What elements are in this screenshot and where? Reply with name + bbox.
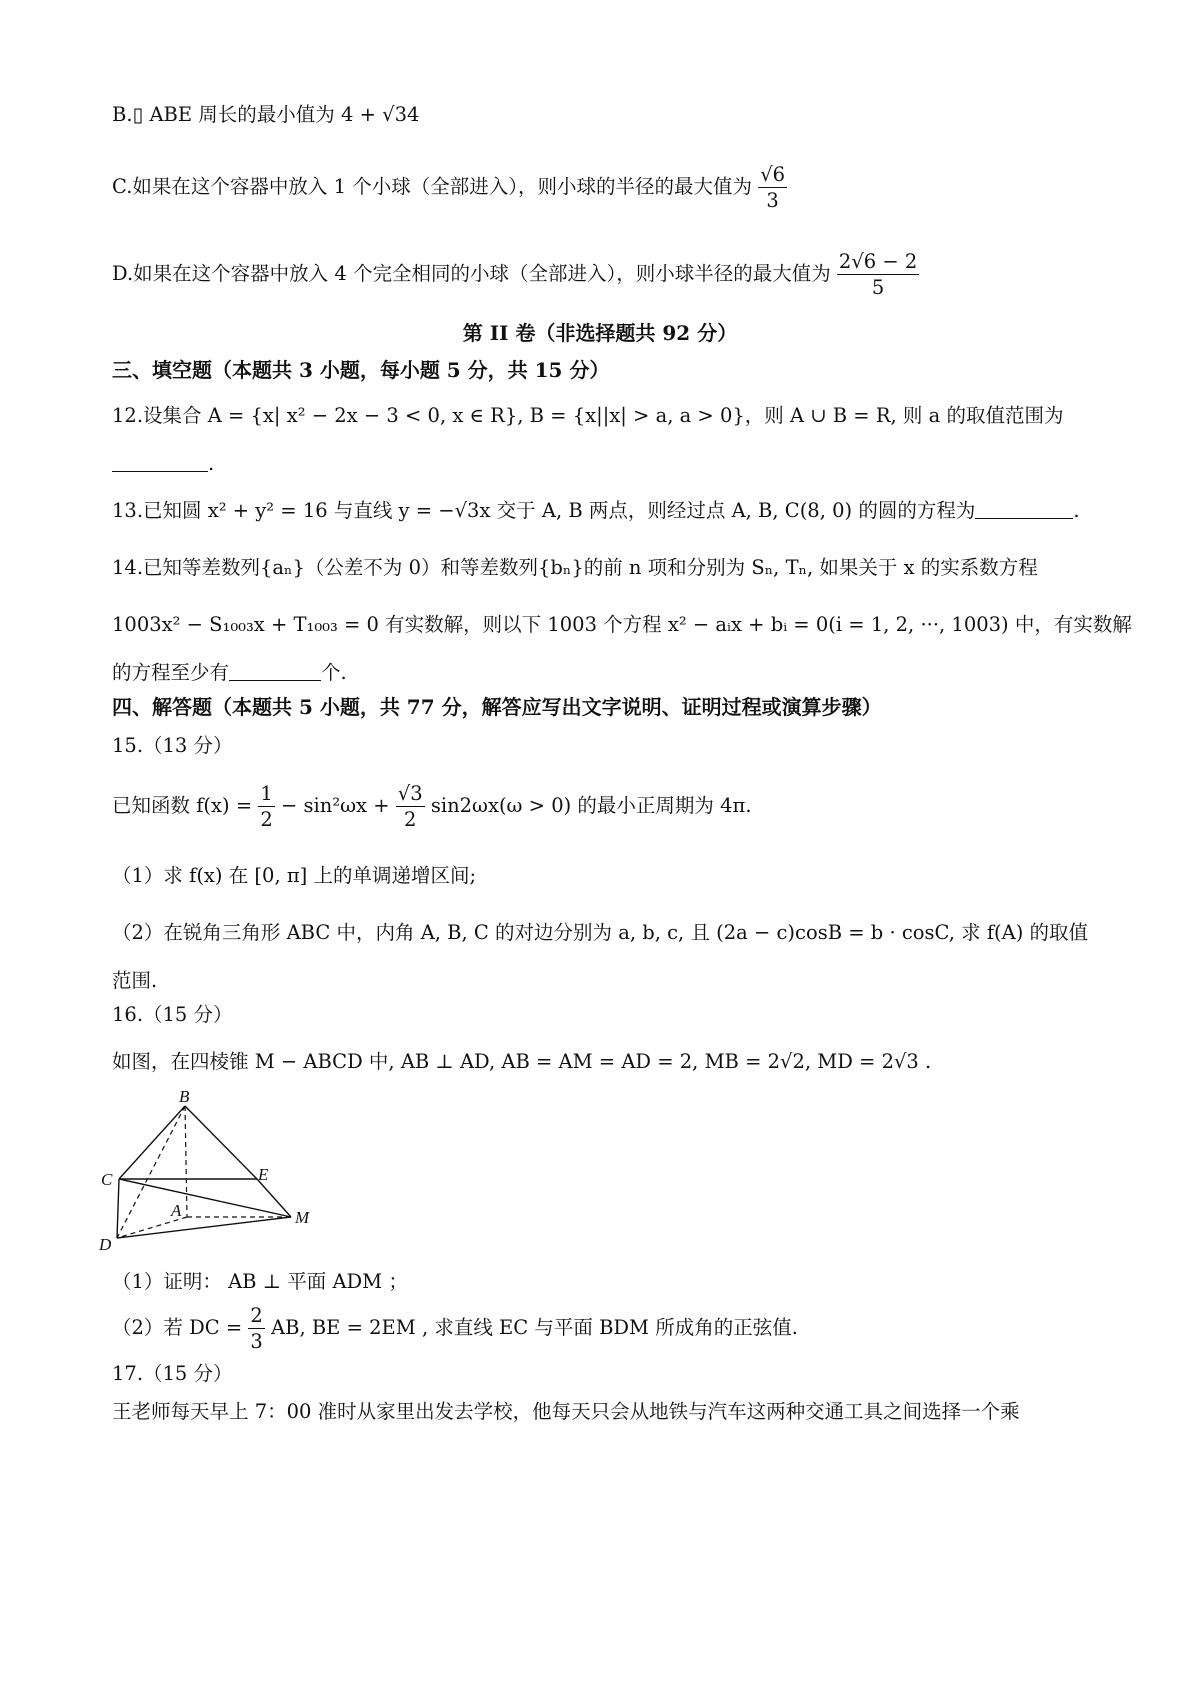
q14-line1: 14.已知等差数列{aₙ}（公差不为 0）和等差数列{bₙ}的前 n 项和分别为 Sₙ, Tₙ, 如果关于 x 的实系数方程 bbox=[112, 556, 1038, 579]
label-m: M bbox=[295, 1208, 310, 1227]
option-d-text: D.如果在这个容器中放入 4 个完全相同的小球（全部进入），则小球半径的最大值为 bbox=[112, 262, 831, 285]
q15-stem bbox=[112, 784, 752, 829]
q15-part2-line2: 范围. bbox=[112, 969, 158, 992]
q16-part1: （1）证明： AB ⊥ 平面 ADM ； bbox=[112, 1270, 408, 1293]
q15-header: 15.（13 分） bbox=[112, 734, 233, 757]
q17-header: 17.（15 分） bbox=[112, 1362, 233, 1385]
part2-title: 第 II 卷（非选择题共 92 分） bbox=[462, 321, 738, 345]
q15-part1: （1）求 f(x) 在 [0, π] 上的单调递增区间; bbox=[112, 864, 477, 887]
option-d-fraction bbox=[837, 252, 919, 297]
q14-line2: 1003x² − S₁₀₀₃x + T₁₀₀₃ = 0 有实数解，则以下 1003 个方程 x² − aᵢx + bᵢ = 0(i = 1, 2, ···, 1003) 中，有实数解 bbox=[112, 613, 1132, 636]
edge-bc bbox=[119, 1106, 185, 1179]
q14-answer-blank bbox=[229, 662, 321, 681]
q16-part2-numerator: 2 bbox=[250, 1304, 263, 1327]
label-e: E bbox=[258, 1165, 269, 1184]
label-c: C bbox=[101, 1170, 113, 1189]
q17-line1: 王老师每天早上 7：00 准时从家里出发去学校，他每天只会从地铁与汽车这两种交通工具之间选择一个乘 bbox=[112, 1400, 1020, 1423]
q13-text: 13.已知圆 x² + y² = 16 与直线 y = −√3x 交于 A, B 两点，则经过点 A, B, C(8, 0) 的圆的方程为 bbox=[112, 499, 976, 522]
q15-frac2-numerator: √3 bbox=[397, 782, 423, 805]
q15-fraction-root3 bbox=[396, 784, 425, 829]
q12-period: . bbox=[208, 452, 215, 475]
q16-header: 16.（15 分） bbox=[112, 1003, 233, 1026]
q15-stem-mid: − sin²ωx + bbox=[281, 794, 390, 817]
edge-ba bbox=[185, 1106, 187, 1217]
q15-frac2-denominator: 2 bbox=[404, 807, 417, 831]
section4-title: 四、解答题（本题共 5 小题，共 77 分，解答应写出文字说明、证明过程或演算步骤） bbox=[112, 695, 882, 719]
option-d-denominator: 5 bbox=[871, 275, 885, 299]
edge-cd bbox=[117, 1179, 119, 1238]
q12-line1: 12.设集合 A = {x| x² − 2x − 3 < 0, x ∈ R}, B = {x||x| > a, a > 0}，则 A ∪ B = R, 则 a 的取值范围为 bbox=[112, 404, 1064, 427]
q14-line3-start: 的方程至少有 bbox=[112, 661, 230, 684]
pyramid-figure bbox=[95, 1088, 335, 1258]
q16-part2-start: （2）若 DC = bbox=[112, 1316, 243, 1339]
option-d-numerator: 2√6 − 2 bbox=[838, 250, 918, 273]
label-b: B bbox=[179, 1088, 190, 1106]
option-c-denominator: 3 bbox=[766, 188, 779, 212]
q15-fraction-half bbox=[258, 784, 274, 829]
q16-part2-end: AB, BE = 2EM , 求直线 EC 与平面 BDM 所成角的正弦值. bbox=[271, 1316, 798, 1339]
edge-dm bbox=[117, 1217, 291, 1238]
label-a: A bbox=[171, 1201, 182, 1220]
q15-frac1-denominator: 2 bbox=[260, 807, 273, 831]
q15-frac1-numerator: 1 bbox=[260, 782, 273, 805]
option-c-text: C.如果在这个容器中放入 1 个小球（全部进入），则小球的半径的最大值为 bbox=[112, 175, 752, 198]
edge-ad bbox=[117, 1217, 187, 1238]
q15-stem-end: sin2ωx(ω > 0) 的最小正周期为 4π. bbox=[430, 794, 752, 817]
section3-title: 三、填空题（本题共 3 小题，每小题 5 分，共 15 分） bbox=[112, 358, 610, 382]
q12-answer-blank bbox=[112, 453, 208, 472]
edge-be bbox=[185, 1106, 257, 1179]
q15-stem-start: 已知函数 f(x) = bbox=[112, 794, 253, 817]
option-d bbox=[112, 252, 919, 297]
q15-part2-line1: （2）在锐角三角形 ABC 中，内角 A, B, C 的对边分别为 a, b, c, 且 (2a − c)cosB = b · cosC, 求 f(A) 的取值 bbox=[112, 921, 1089, 944]
q13-answer-blank bbox=[975, 500, 1073, 519]
q16-part2-fraction bbox=[248, 1306, 264, 1351]
q16-part2 bbox=[112, 1306, 798, 1351]
q12-line2 bbox=[112, 453, 214, 474]
q16-stem: 如图，在四棱锥 M − ABCD 中, AB ⊥ AD, AB = AM = AD = 2, MB = 2√2, MD = 2√3 . bbox=[112, 1050, 932, 1073]
q13-period: . bbox=[1073, 499, 1080, 522]
q16-part2-denominator: 3 bbox=[250, 1329, 263, 1353]
edge-cm bbox=[119, 1179, 291, 1217]
label-d: D bbox=[99, 1235, 112, 1254]
q14-line3 bbox=[112, 662, 347, 683]
q13 bbox=[112, 500, 1080, 521]
q14-line3-end: 个. bbox=[321, 661, 347, 684]
option-c-numerator: √6 bbox=[760, 163, 786, 186]
option-c bbox=[112, 165, 787, 210]
option-c-fraction bbox=[758, 165, 787, 210]
option-b: B.▯ ABE 周长的最小值为 4 + √34 bbox=[112, 103, 420, 126]
